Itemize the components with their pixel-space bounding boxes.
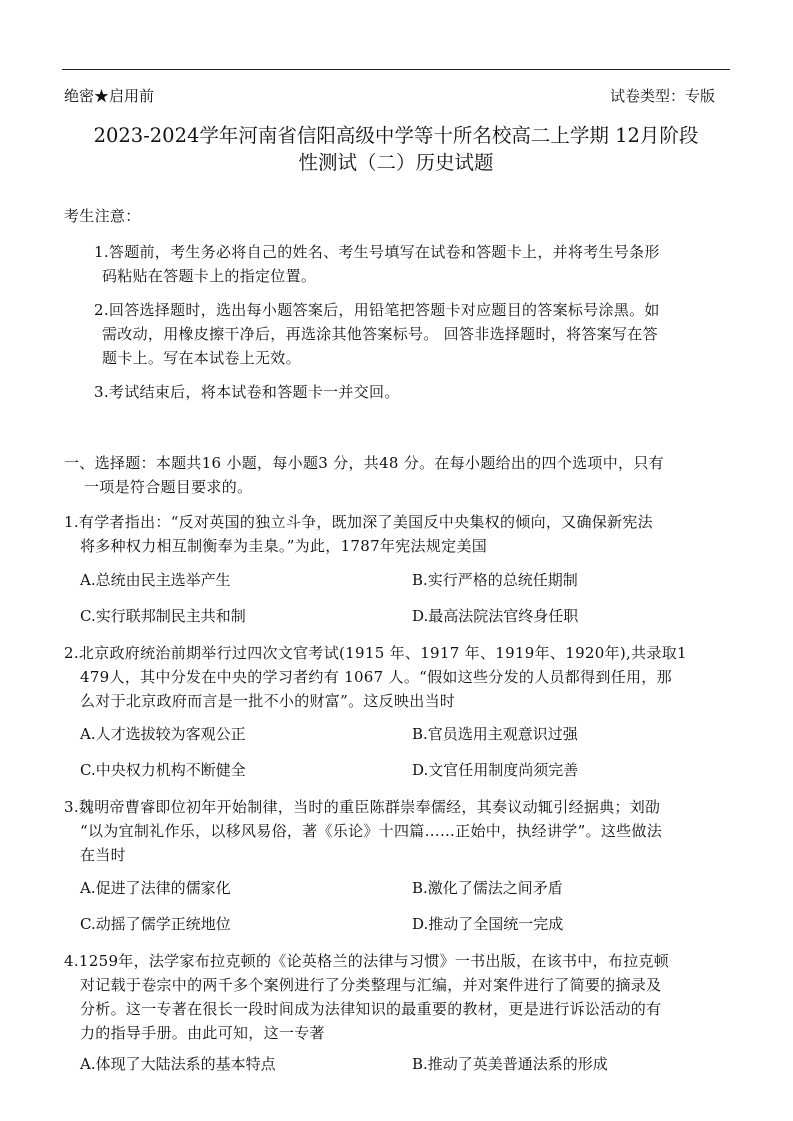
question-line: “以为宜制礼作乐，以移风易俗，著《乐论》十四篇……正始中，执经讲学”。这些做法 [80, 822, 663, 840]
question-line: 2.北京政府统治前期举行过四次文官考试(1915 年、1917 年、1919年、1920年),共录取1 [64, 644, 687, 662]
question-line: 3.魏明帝曹睿即位初年开始制律，当时的重臣陈群崇奉儒经，其奏议动辄引经据典；刘劭 [64, 798, 661, 816]
question-1-option-b: B.实行严格的总统任期制 [412, 571, 578, 589]
question-4-stem [64, 949, 669, 1045]
question-1-stem [64, 510, 653, 558]
notice-heading: 考生注意： [64, 207, 141, 225]
exam-title-line-1: 2023-2024学年河南省信阳高级中学等十所名校高二上学期 12月阶段 [93, 124, 699, 147]
question-line: 力的指导手册。由此可知，这一专著 [80, 1024, 325, 1042]
question-2-option-c: C.中央权力机构不断健全 [80, 761, 246, 779]
notice-line: 3.考试结束后，将本试卷和答题卡一并交回。 [94, 383, 400, 401]
notice-line: 2.回答选择题时，选出每小题答案后，用铅笔把答题卡对应题目的答案标号涂黑。如 [94, 301, 660, 319]
question-4-option-a: A.体现了大陆法系的基本特点 [80, 1055, 276, 1073]
question-line: 4.1259年，法学家布拉克顿的《论英格兰的法律与习惯》一书出版，在该书中，布拉克顿 [64, 952, 670, 970]
question-1-option-c: C.实行联邦制民主共和制 [80, 607, 246, 625]
question-3-option-b: B.激化了儒法之间矛盾 [412, 879, 563, 897]
question-line: 分析。这一专著在很长一段时间成为法律知识的最重要的教材，更是进行诉讼活动的有 [80, 1000, 662, 1018]
notice-line: 1.答题前，考生务必将自己的姓名、考生号填写在试卷和答题卡上，并将考生号条形 [94, 243, 660, 261]
confidential-label: 绝密★启用前 [64, 87, 155, 105]
question-1-option-d: D.最高法院法官终身任职 [412, 607, 579, 625]
paper-type-label: 试卷类型：专版 [609, 87, 715, 105]
question-3-stem [64, 795, 662, 867]
header-rule [62, 69, 730, 70]
question-2-option-b: B.官员选用主观意识过强 [412, 725, 578, 743]
question-2-stem [64, 641, 687, 713]
section-instructions [64, 451, 664, 499]
question-line: 在当时 [80, 846, 126, 864]
notice-line: 需改动，用橡皮擦干净后，再选涂其他答案标号。 回答非选择题时，将答案写在答 [102, 325, 658, 343]
notice-line: 码粘贴在答题卡上的指定位置。 [102, 267, 317, 285]
notice-item-1 [94, 240, 660, 288]
question-2-option-a: A.人才选拔较为客观公正 [80, 725, 246, 743]
question-3-option-c: C.动摇了儒学正统地位 [80, 915, 231, 933]
question-line: 1.有学者指出：“反对英国的独立斗争，既加深了美国反中央集权的倾向，又确保新宪法 [64, 513, 653, 531]
question-3-option-d: D.推动了全国统一完成 [412, 915, 564, 933]
question-4-option-b: B.推动了英美普通法系的形成 [412, 1055, 608, 1073]
question-3-option-a: A.促进了法律的儒家化 [80, 879, 231, 897]
notice-line: 题卡上。写在本试卷上无效。 [102, 349, 301, 367]
notice-item-3 [94, 380, 400, 404]
question-line: 对记载于卷宗中的两千多个案例进行了分类整理与汇编，并对案件进行了简要的摘录及 [80, 976, 662, 994]
exam-title-line-2: 性测试（二）历史试题 [298, 151, 494, 174]
question-2-option-d: D.文官任用制度尚须完善 [412, 761, 579, 779]
question-line: 479人，其中分发在中央的学习者约有 1067 人。“假如这些分发的人员都得到任用，那 [80, 668, 672, 686]
section-line: 一、选择题：本题共16 小题，每小题3 分，共48 分。在每小题给出的四个选项中，只有 [64, 454, 664, 472]
question-line: 将多种权力相互制衡奉为圭臬。”为此，1787年宪法规定美国 [80, 537, 488, 555]
notice-item-2 [94, 298, 660, 370]
question-1-option-a: A.总统由民主选举产生 [80, 571, 231, 589]
question-line: 么对于北京政府而言是一批不小的财富”。这反映出当时 [80, 692, 456, 710]
section-line: 一项是符合题目要求的。 [84, 478, 253, 496]
